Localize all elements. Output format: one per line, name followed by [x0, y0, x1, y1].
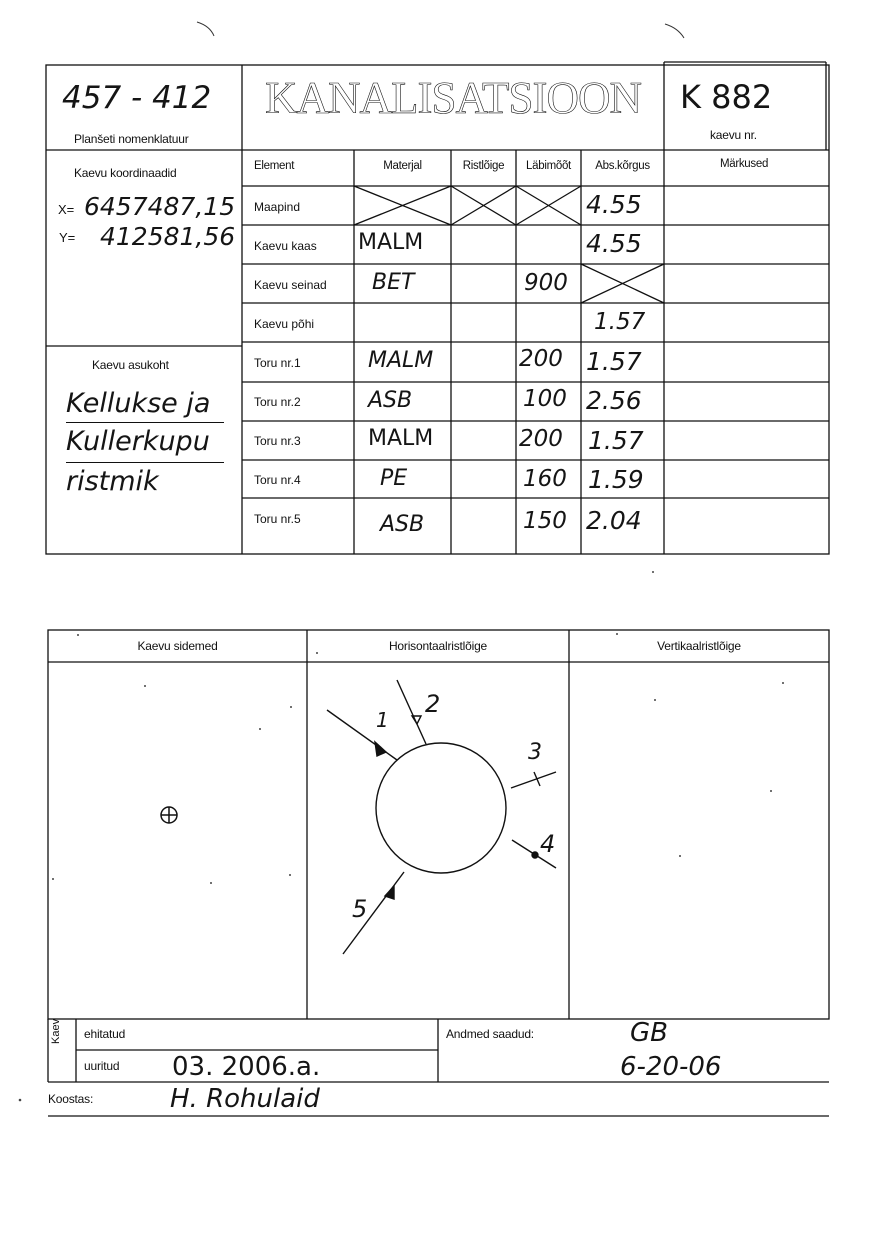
pipe-label-4: 4: [540, 830, 556, 858]
row-label-toru-4: Toru nr.4: [254, 473, 301, 487]
well-number: K 882: [680, 78, 773, 116]
coordinates-label: Kaevu koordinaadid: [74, 166, 177, 180]
andmed-saadud-date: 6-20-06: [620, 1052, 722, 1082]
row-label-toru-3: Toru nr.3: [254, 434, 301, 448]
ehitatud-label: ehitatud: [84, 1027, 126, 1041]
uuritud-label: uuritud: [84, 1059, 120, 1073]
height-toru-5: 2.04: [586, 506, 642, 535]
diameter-toru-1: 200: [519, 346, 563, 372]
y-prefix: Y=: [59, 230, 76, 245]
height-toru-3: 1.57: [588, 426, 644, 455]
andmed-saadud-label: Andmed saadud:: [446, 1027, 534, 1041]
uuritud-value: 03. 2006.a.: [172, 1052, 321, 1082]
col-header-diameter: Läbimõõt: [526, 160, 571, 172]
row-label-kaevu-seinad: Kaevu seinad: [254, 278, 327, 292]
row-label-kaevu-kaas: Kaevu kaas: [254, 239, 317, 253]
row-label-kaevu-pohi: Kaevu põhi: [254, 317, 315, 331]
diameter-toru-4: 160: [523, 466, 567, 492]
diameter-kaevu-seinad: 900: [524, 270, 568, 296]
y-coordinate: 412581,56: [100, 222, 236, 251]
row-label-maapind: Maapind: [254, 200, 301, 214]
reference-crosshair: [161, 807, 177, 823]
material-toru-5: ASB: [380, 512, 425, 537]
row-label-toru-1: Toru nr.1: [254, 356, 301, 370]
row-label-toru-5: Toru nr.5: [254, 512, 301, 526]
well-label: kaevu nr.: [710, 128, 757, 142]
material-toru-3: MALM: [368, 426, 434, 451]
col-header-notes: Märkused: [719, 158, 769, 170]
kaev-side-label: Kaev: [50, 1018, 62, 1044]
header-kaevu-sidemed: Kaevu sidemed: [137, 639, 218, 653]
location-line-2: Kullerkupu: [66, 426, 224, 463]
header-horisontaalristloige: Horisontaalristlõige: [388, 639, 488, 653]
height-maapind: 4.55: [586, 190, 642, 219]
height-kaevu-kaas: 4.55: [586, 229, 642, 258]
form-title: KANALISATSIOON: [265, 73, 641, 123]
height-kaevu-pohi: 1.57: [594, 309, 646, 335]
x-coordinate: 6457487,15: [84, 192, 236, 221]
location-line-1: Kellukse ja: [66, 388, 224, 423]
row-label-toru-2: Toru nr.2: [254, 395, 301, 409]
height-toru-1: 1.57: [586, 347, 642, 376]
material-kaevu-seinad: BET: [372, 270, 415, 295]
andmed-saadud-value: GB: [630, 1018, 668, 1048]
koostas-label: Koostas:: [48, 1092, 94, 1106]
height-toru-4: 1.59: [588, 465, 644, 494]
material-toru-1: MALM: [368, 348, 434, 373]
material-kaevu-kaas: MALM: [358, 230, 424, 255]
diameter-toru-3: 200: [519, 426, 563, 452]
header-vertikaalristloige: Vertikaalristlõige: [657, 639, 741, 653]
col-header-element: Element: [254, 160, 295, 172]
pipe-label-5: 5: [352, 895, 368, 923]
sheet-number: 457 - 412: [62, 80, 212, 116]
col-header-material: Materjal: [383, 160, 422, 172]
location-label: Kaevu asukoht: [92, 358, 169, 372]
pipe-label-2: 2: [425, 690, 441, 718]
material-toru-4: PE: [380, 466, 408, 491]
diameter-toru-5: 150: [523, 508, 567, 534]
diameter-toru-2: 100: [523, 386, 567, 412]
sheet-label: Planšeti nomenklatuur: [74, 132, 189, 146]
location-line-3: ristmik: [66, 466, 159, 497]
pipe-label-3: 3: [528, 740, 542, 765]
x-prefix: X=: [58, 202, 75, 217]
material-toru-2: ASB: [368, 388, 413, 413]
pipe-label-1: 1: [376, 708, 389, 732]
col-header-section: Ristlõige: [462, 160, 505, 172]
koostas-value: H. Rohulaid: [170, 1084, 320, 1114]
col-header-height: Abs.kõrgus: [595, 160, 650, 172]
height-toru-2: 2.56: [586, 386, 642, 415]
